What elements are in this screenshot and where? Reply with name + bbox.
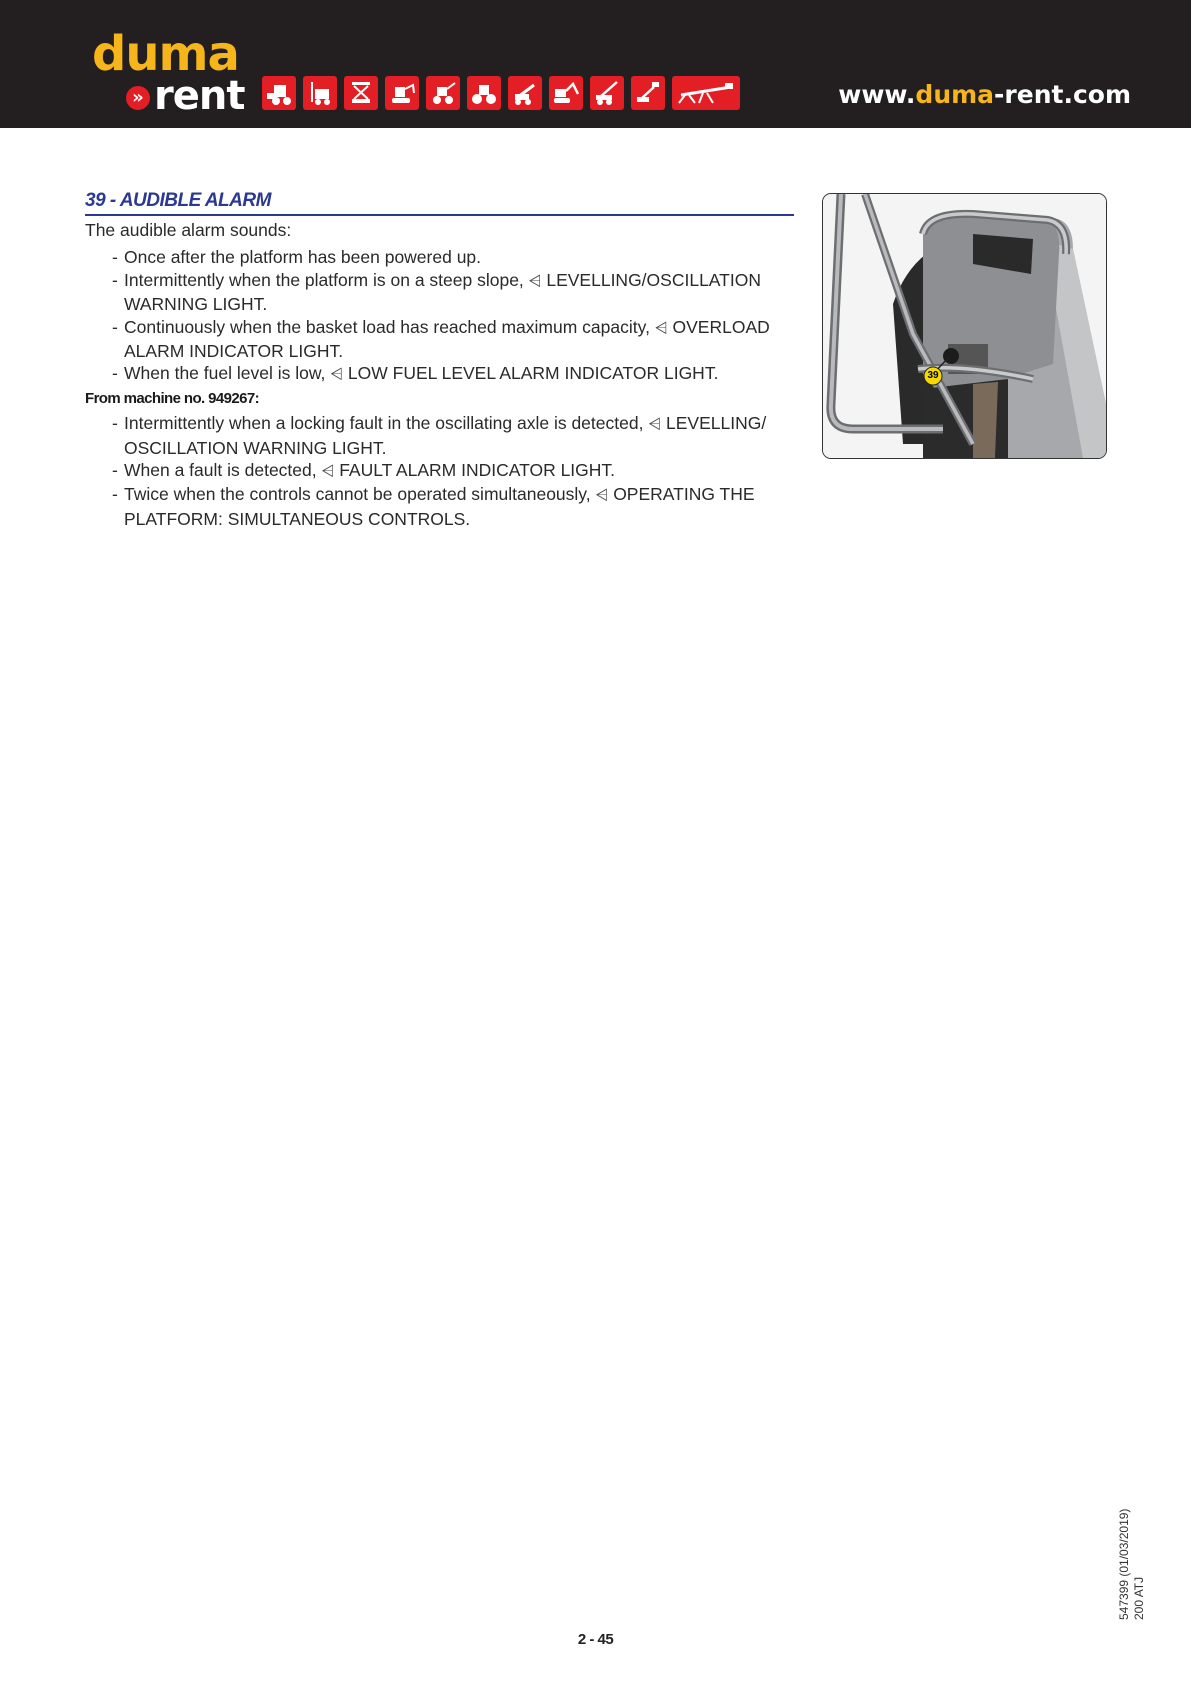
excavator-icon [549,76,583,110]
page-header [0,0,1191,128]
figure-callout-label: 39 [927,370,939,381]
section-body [85,219,795,530]
website-highlight: duma [915,80,995,109]
website-url[interactable] [838,80,1131,109]
cross-reference[interactable]: LOW FUEL LEVEL ALARM INDICATOR LIGHT. [347,363,719,384]
doc-ref-number: 547399 (01/03/2019) [1117,1508,1131,1620]
cross-reference[interactable]: LEVELLING/ OSCILLATION WARNING LIGHT. [124,413,767,458]
section-title: 39 - AUDIBLE ALARM [85,190,794,216]
rough-terrain-crane-icon [590,76,624,110]
reference-pointer-icon: ⩤ [528,272,542,290]
document-reference [1117,1509,1147,1620]
logo-rent: rent [154,73,245,119]
reference-pointer-icon: ⩤ [648,416,662,434]
list-item: - Intermittently when a locking fault in the oscillating axle is detected, ⩤ LEVELLING/ OSCILLATION WARNING LIGHT. [124,412,795,459]
machine-number-subheading: From machine no. 949267: [85,389,260,407]
reference-pointer-icon: ⩤ [321,463,335,481]
list-item: - Intermittently when the platform is on a steep slope, ⩤ LEVELLING/OSCILLATION WARNING LIGHT. [124,269,795,316]
alarm-conditions-list [85,246,795,386]
page-number: 2 - 45 [577,1631,614,1648]
mini-excavator-icon [385,76,419,110]
telehandler-icon [508,76,542,110]
reference-pointer-icon: ⩤ [654,319,668,337]
chevron-icon: » [126,86,150,110]
scissor-lift-icon [344,76,378,110]
machine-icon-strip [262,76,740,110]
reference-pointer-icon: ⩤ [595,487,609,505]
list-item: - Continuously when the basket load has reached maximum capacity, ⩤ OVERLOAD ALARM INDICATOR LIGHT. [124,316,795,363]
platform-illustration [823,194,1106,458]
cross-reference[interactable]: FAULT ALARM INDICATOR LIGHT. [339,460,616,481]
list-item: - Twice when the controls cannot be operated simultaneously, ⩤ OPERATING THE PLATFORM: SIMULTANEOUS CONTROLS. [124,483,795,530]
machine-model: 200 ATJ [1132,1576,1146,1620]
loader-icon [262,76,296,110]
logo-duma: duma [92,26,239,82]
boom-lift-icon [631,76,665,110]
list-item: - When the fuel level is low, ⩤ LOW FUEL LEVEL ALARM INDICATOR LIGHT. [124,362,795,386]
forklift-icon [303,76,337,110]
cross-reference[interactable]: OVERLOAD ALARM INDICATOR LIGHT. [124,316,770,362]
reference-pointer-icon: ⩤ [330,366,344,384]
spider-lift-icon [672,76,740,110]
list-item: - Once after the platform has been powered up. [124,246,795,268]
intro-text: The audible alarm sounds: [85,220,292,240]
compactor-icon [467,76,501,110]
backhoe-icon [426,76,460,110]
alarm-location-figure [822,193,1107,459]
cross-reference[interactable]: LEVELLING/OSCILLATION WARNING LIGHT. [124,269,761,315]
list-item: - When a fault is detected, ⩤ FAULT ALARM INDICATOR LIGHT. [124,459,795,483]
alarm-conditions-list-2 [85,412,795,530]
cross-reference[interactable]: OPERATING THE PLATFORM: SIMULTANEOUS CONTROLS. [124,484,755,529]
website-suffix: -rent.com [994,80,1131,109]
website-prefix: www. [838,80,916,109]
